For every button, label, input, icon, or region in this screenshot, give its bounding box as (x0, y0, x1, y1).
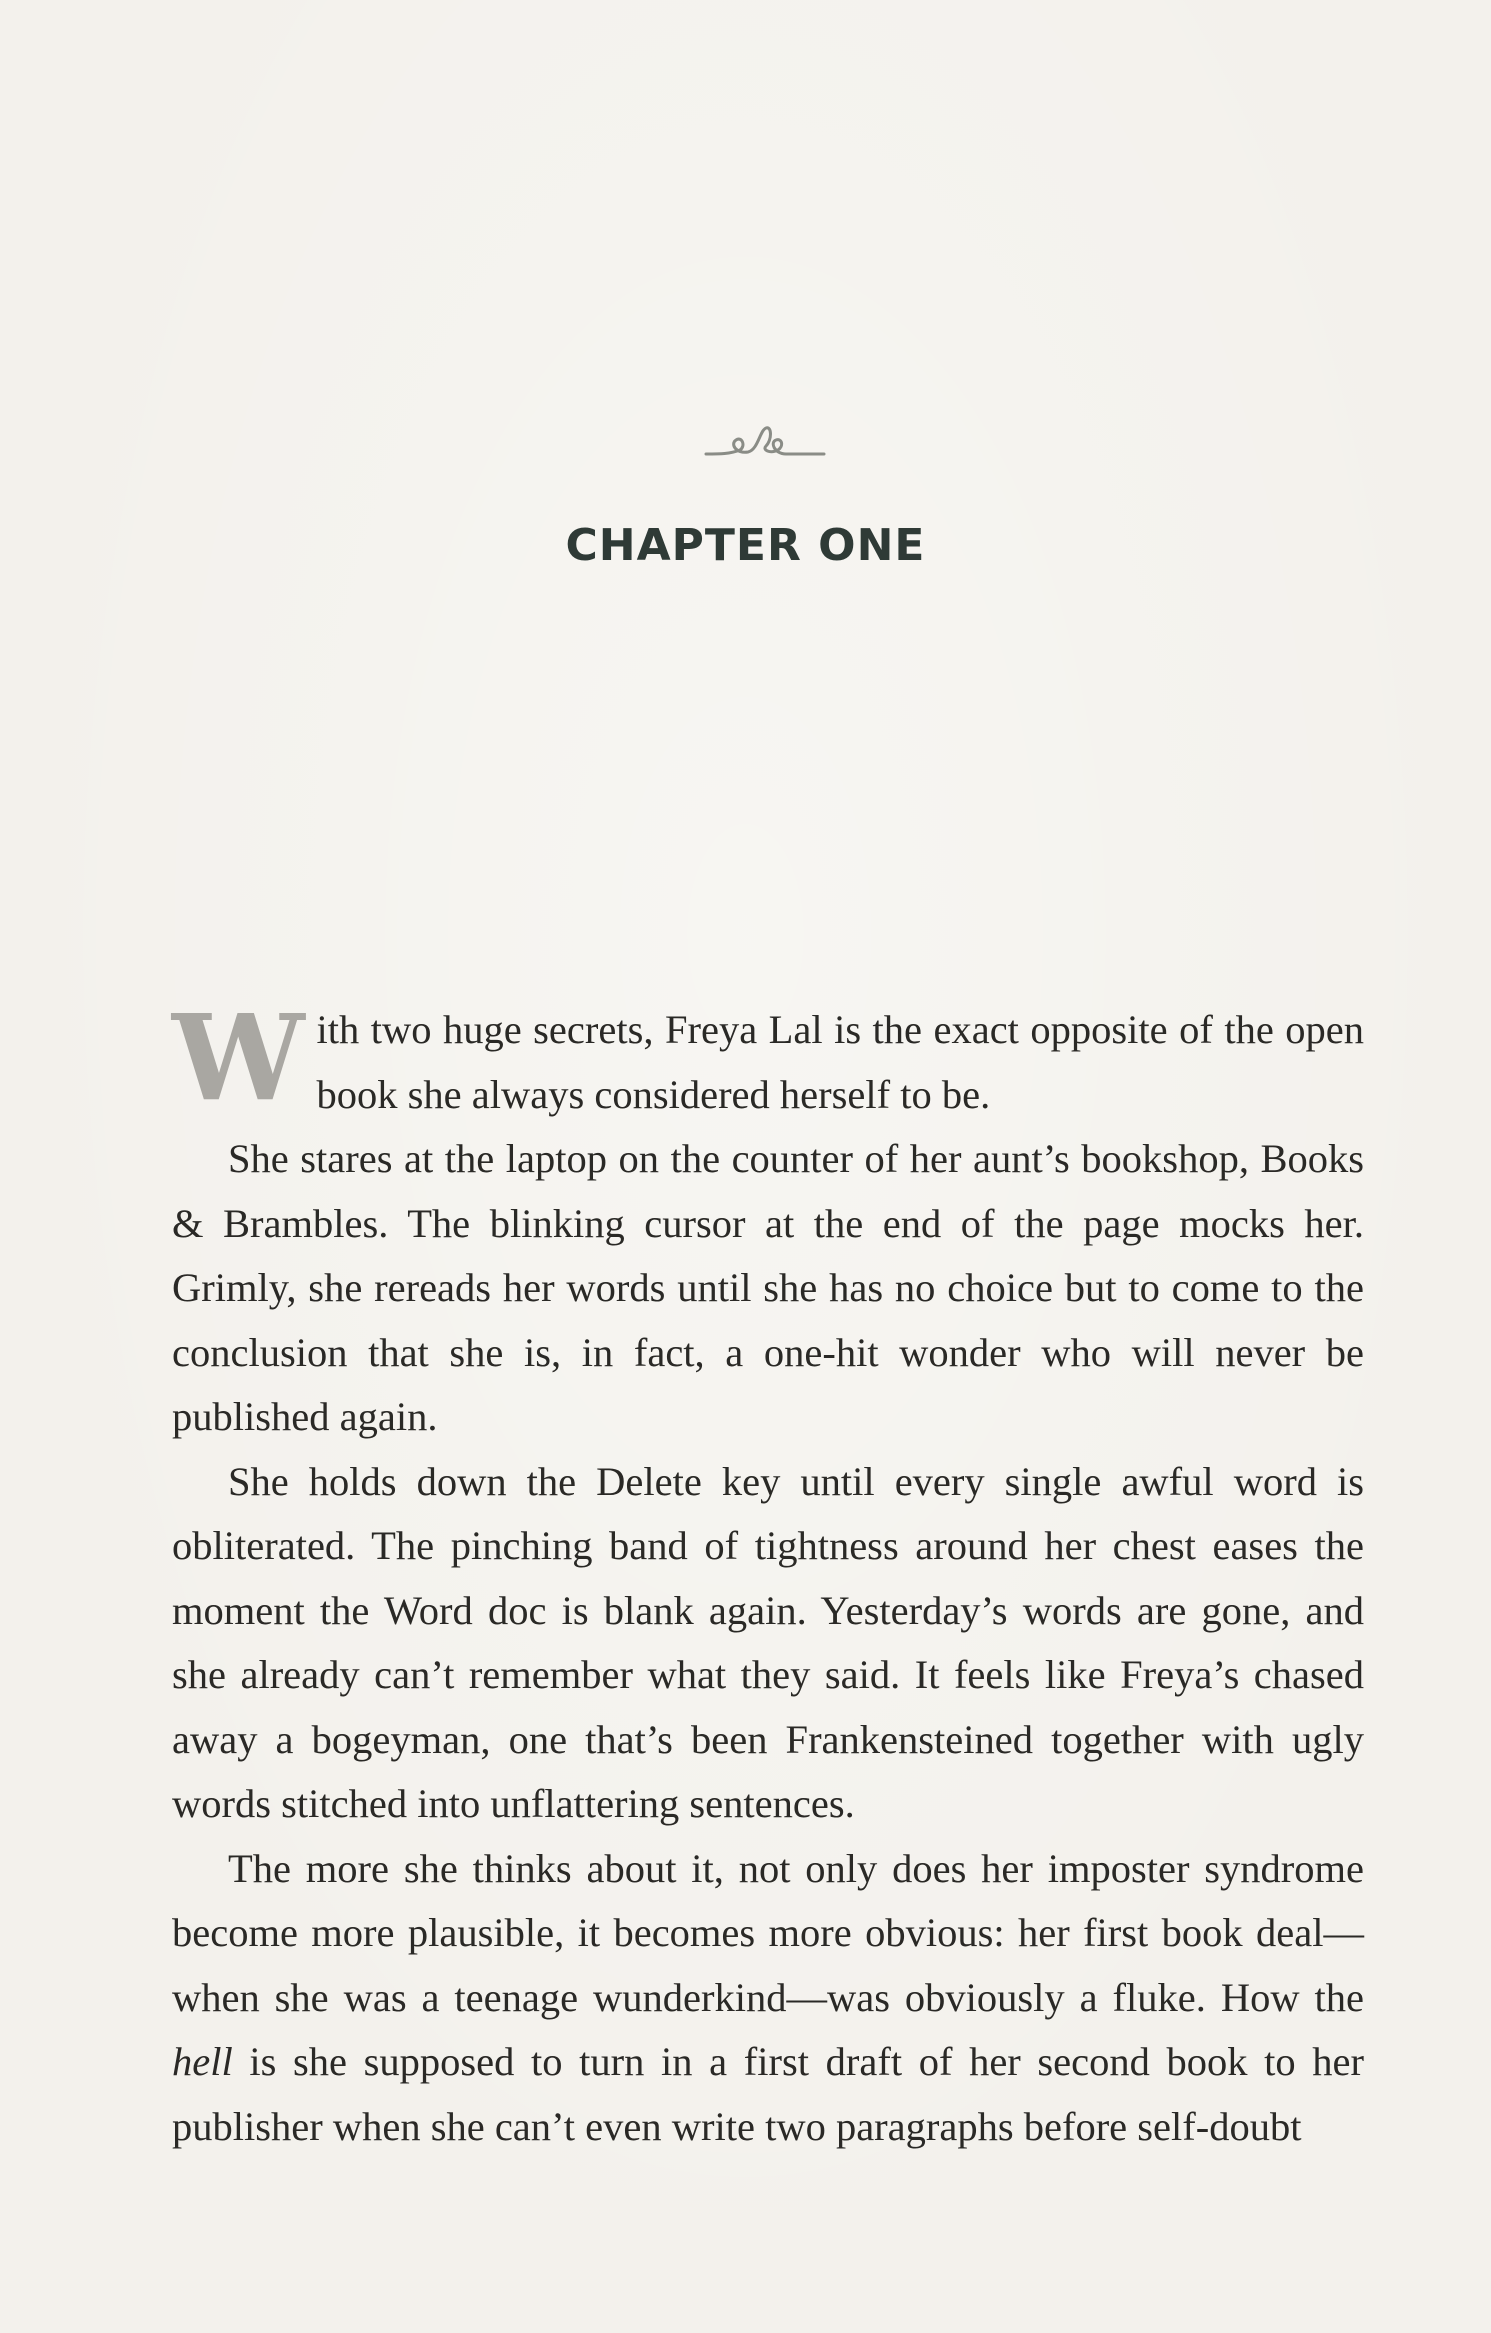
paragraph-4-text-b: is she supposed to turn in a first draft of her second book to her publisher when she can’t even write two paragraphs before self-doubt (172, 2039, 1364, 2149)
paragraph-1 (172, 988, 1364, 1127)
paragraph-1-text: ith two huge secrets, Freya Lal is the exact opposite of the open book she always considered herself to be. (316, 1007, 1364, 1117)
paragraph-4 (172, 1837, 1364, 2160)
paragraph-3: She holds down the Delete key until every single awful word is obliterated. The pinching band of tightness around her chest eases the moment the Word doc is blank again. Yesterday’s words are gone, and she already can’t remember what they said. It feels like Freya’s chased away a bogeyman, one that’s been Frankensteined together with ugly words stitched into unflattering sentences. (172, 1458, 1364, 1826)
chapter-body (172, 988, 1364, 2159)
drop-cap: W (172, 988, 303, 1127)
paragraph-4-text-a: The more she thinks about it, not only does her imposter syndrome become more plausible, it becomes more obvious: her first book deal—when she was a teenage wunderkind—was obviously a fluke. How the (172, 1845, 1364, 2020)
chapter-title: CHAPTER ONE (565, 520, 926, 571)
paragraph-4-italic: hell (172, 2039, 233, 2084)
paragraph-2: She stares at the laptop on the counter of her aunt’s bookshop, Books & Brambles. The blinking cursor at the end of the page mocks her. Grimly, she rereads her words until she has no choice but to come to the conclusion that she is, in fact, a one-hit wonder who will never be published again. (172, 1136, 1364, 1439)
curl-flourish-icon (700, 410, 830, 470)
